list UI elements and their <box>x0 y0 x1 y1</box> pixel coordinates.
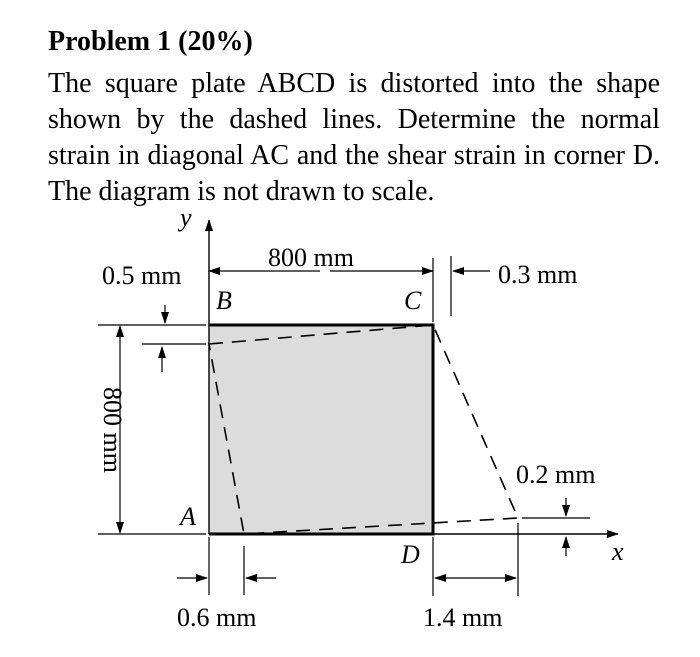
problem-statement: The square plate ABCD is distorted into the shape shown by the dashed lines. Determine the normal strain in diagonal AC and the shear strain in corner D. The diagram is not drawn to scale. <box>48 68 660 207</box>
corner-d-label: D <box>401 540 420 569</box>
dim-c-right-label: 0.3 mm <box>498 260 578 289</box>
dim-top-label: 800 mm <box>268 243 354 272</box>
dim-d-up-label: 0.2 mm <box>516 460 596 489</box>
corner-a-label: A <box>180 502 196 531</box>
dim-a-right-label: 0.6 mm <box>177 603 257 632</box>
dim-left-label: 800 mm <box>98 387 127 473</box>
problem-title: Problem 1 (20%) <box>48 26 253 57</box>
axis-x-label: x <box>612 537 624 566</box>
corner-b-label: B <box>216 286 232 315</box>
corner-c-label: C <box>404 286 422 315</box>
axis-y-label: y <box>180 203 192 232</box>
dim-d-right-label: 1.4 mm <box>423 603 503 632</box>
plate-shaded <box>209 325 433 534</box>
dim-b-down-label: 0.5 mm <box>102 261 182 290</box>
